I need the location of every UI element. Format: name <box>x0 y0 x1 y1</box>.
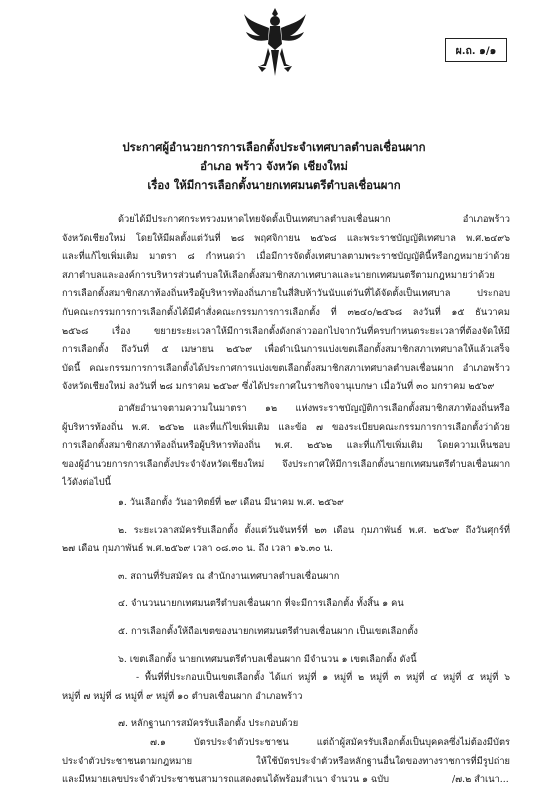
text-line: - พื้นที่ที่ประกอบเป็นเขตเลือกตั้ง ได้แก่ หมู่ที่ ๑ หมู่ที่ ๒ หมู่ที่ ๓ หมู่ที่ ๔ หมู่ที่ ๕ หมู่ที่ ๖ <box>136 672 510 684</box>
text-line: จังหวัดเชียงใหม่ โดยให้มีผลตั้งแต่วันที่ ๒๘ พฤศจิกายน ๒๕๖๘ และพระราชบัญญัติเทศบาล พ.ศ.๒๔๙๖ <box>62 232 510 244</box>
list-item-election-date: ๑. วันเลือกตั้ง วันอาทิตย์ที่ ๒๙ เดือน มีนาคม พ.ศ. ๒๕๖๙ <box>118 497 344 508</box>
text-line: ด้วยได้มีประกาศกระทรวงมหาดไทยจัดตั้งเป็นเทศบาลตำบลเชื่อนผาก อำเภอพร้าว <box>118 214 510 225</box>
list-item-documents: ๗. หลักฐานการสมัครรับเลือกตั้ง ประกอบด้วย <box>118 718 299 730</box>
list-item-constituency-basis: ๕. การเลือกตั้งให้ถือเขตของนายกเทศมนตรีตำบลเชื่อนผาก เป็นเขตเลือกตั้ง <box>118 625 418 637</box>
announcement-subject: เรื่อง ให้มีการเลือกตั้งนายกเทศมนตรีตำบลเชื่อนผาก <box>147 178 401 192</box>
text-line: ของผู้อำนวยการการเลือกตั้งประจำจังหวัดเชียงใหม่ จึงประกาศให้มีการเลือกตั้งนายกเทศมนตรีตำบลเชื่อนผาก <box>62 458 510 470</box>
announcement-title: ประกาศผู้อำนวยการการเลือกตั้งประจำเทศบาลตำบลเชื่อนผาก <box>122 140 426 154</box>
garuda-emblem-icon <box>240 4 310 82</box>
list-item-mayor-count: ๔. จำนวนนายกเทศมนตรีตำบลเชื่อนผาก ที่จะมีการเลือกตั้ง ทั้งสิ้น ๑ คน <box>118 598 404 610</box>
text-line: จังหวัดเชียงใหม่ ลงวันที่ ๒๘ มกราคม ๒๕๖๙ ซึ่งได้ประกาศในราชกิจจานุเบกษา เมื่อวันที่ ๓๐ มกราคม ๒๕๖๙ <box>62 381 495 393</box>
paragraph-background <box>62 211 510 397</box>
form-code-box: ผ.ถ. ๑/๑ <box>445 38 507 62</box>
text-line: การเลือกตั้งสมาชิกสภาท้องถิ่นหรือผู้บริหารท้องถิ่นภายในสี่สิบห้าวันนับแต่วันที่ได้จัดตั้งเป็นเทศบาล ประกอบ <box>62 288 510 300</box>
list-item-application-place: ๓. สถานที่รับสมัคร ณ สำนักงานเทศบาลตำบลเชื่อนผาก <box>118 570 340 582</box>
text-line: และมีหมายเลขประจำตัวประชาชนสามารถแสดงตนได้พร้อมสำเนา จำนวน ๑ ฉบับ <box>62 774 390 786</box>
announcement-location: อำเภอ พร้าว จังหวัด เชียงใหม่ <box>200 159 348 173</box>
text-line: กับคณะกรรมการการเลือกตั้งได้มีคำสั่งคณะกรรมการการเลือกตั้ง ที่ ๓๒๔๐/๒๕๖๘ ลงวันที่ ๑๕ ธันวาคม <box>62 306 510 318</box>
text-line: ๒๗ เดือน กุมภาพันธ์ พ.ศ.๒๕๖๙ เวลา ๐๘.๓๐ น. ถึง เวลา ๑๖.๓๐ น. <box>62 543 333 555</box>
text-line: ประจำตัวประชาชนตามกฎหมาย ให้ใช้บัตรประจำตัวหรือหลักฐานอื่นใดของทางราชการที่มีรูปถ่าย <box>62 755 510 767</box>
paragraph-authority <box>62 400 510 493</box>
page-continuation: /๗.๒ สำเนา... <box>452 774 509 785</box>
list-item-constituency: ๖. เขตเลือกตั้ง นายกเทศมนตรีตำบลเชื่อนผาก มีจำนวน ๑ เขตเลือกตั้ง ดังนี้ <box>118 653 417 665</box>
text-line: หมู่ที่ ๗ หมู่ที่ ๘ หมู่ที่ ๙ หมู่ที่ ๑๐ ตำบลเชื่อนผาก อำเภอพร้าว <box>62 690 303 702</box>
list-item-application-period: ๒. ระยะเวลาสมัครรับเลือกตั้ง ตั้งแต่วันจันทร์ที่ ๒๓ เดือน กุมภาพันธ์ พ.ศ. ๒๕๖๙ ถึงวันศุกร์ที่ <box>118 524 510 536</box>
text-line: และที่แก้ไขเพิ่มเติม มาตรา ๘ กำหนดว่า เมื่อมีการจัดตั้งเทศบาลตามพระราชบัญญัตินี้หรือกฎหมายว่าด้วย <box>62 251 510 263</box>
text-line: อาศัยอำนาจตามความในมาตรา ๑๒ แห่งพระราชบัญญัติการเลือกตั้งสมาชิกสภาท้องถิ่นหรือ <box>118 403 510 414</box>
text-line: สภาตำบลและองค์การบริหารส่วนตำบลให้เลือกตั้งสมาชิกสภาเทศบาลและนายกเทศมนตรีตามกฎหมายว่าด้วย <box>62 269 495 281</box>
text-line: บัดนี้ คณะกรรมการการเลือกตั้งได้ประกาศการแบ่งเขตเลือกตั้งสมาชิกสภาเทศบาลตำบลเชื่อนผาก อำเภอพร้าว <box>62 362 510 374</box>
text-line: การเลือกตั้งสมาชิกสภาท้องถิ่นหรือผู้บริหารท้องถิ่น พ.ศ. ๒๕๖๒ และที่แก้ไขเพิ่มเติม โดยความเห็นชอบ <box>62 440 510 452</box>
item-list <box>62 494 510 790</box>
text-line: ๗.๑ บัตรประจำตัวประชาชน แต่ถ้าผู้สมัครรับเลือกตั้งเป็นบุคคลซึ่งไม่ต้องมีบัตร <box>150 736 510 748</box>
text-line: ๒๕๖๘ เรื่อง ขยายระยะเวลาให้มีการเลือกตั้งดังกล่าวออกไปจากวันที่ครบกำหนดระยะเวลาที่ต้องจัดให้มี <box>62 325 510 337</box>
text-line: ไว้ดังต่อไปนี้ <box>62 477 112 489</box>
text-line: ผู้บริหารท้องถิ่น พ.ศ. ๒๕๖๒ และที่แก้ไขเพิ่มเติม และข้อ ๗ ของระเบียบคณะกรรมการการเลือกตั้งว่าด้วย <box>62 421 510 433</box>
text-line: การเลือกตั้ง ถึงวันที่ ๕ เมษายน ๒๕๖๙ เพื่อดำเนินการแบ่งเขตเลือกตั้งสมาชิกสภาเทศบาลให้แล้วเสร็จ <box>62 344 510 356</box>
